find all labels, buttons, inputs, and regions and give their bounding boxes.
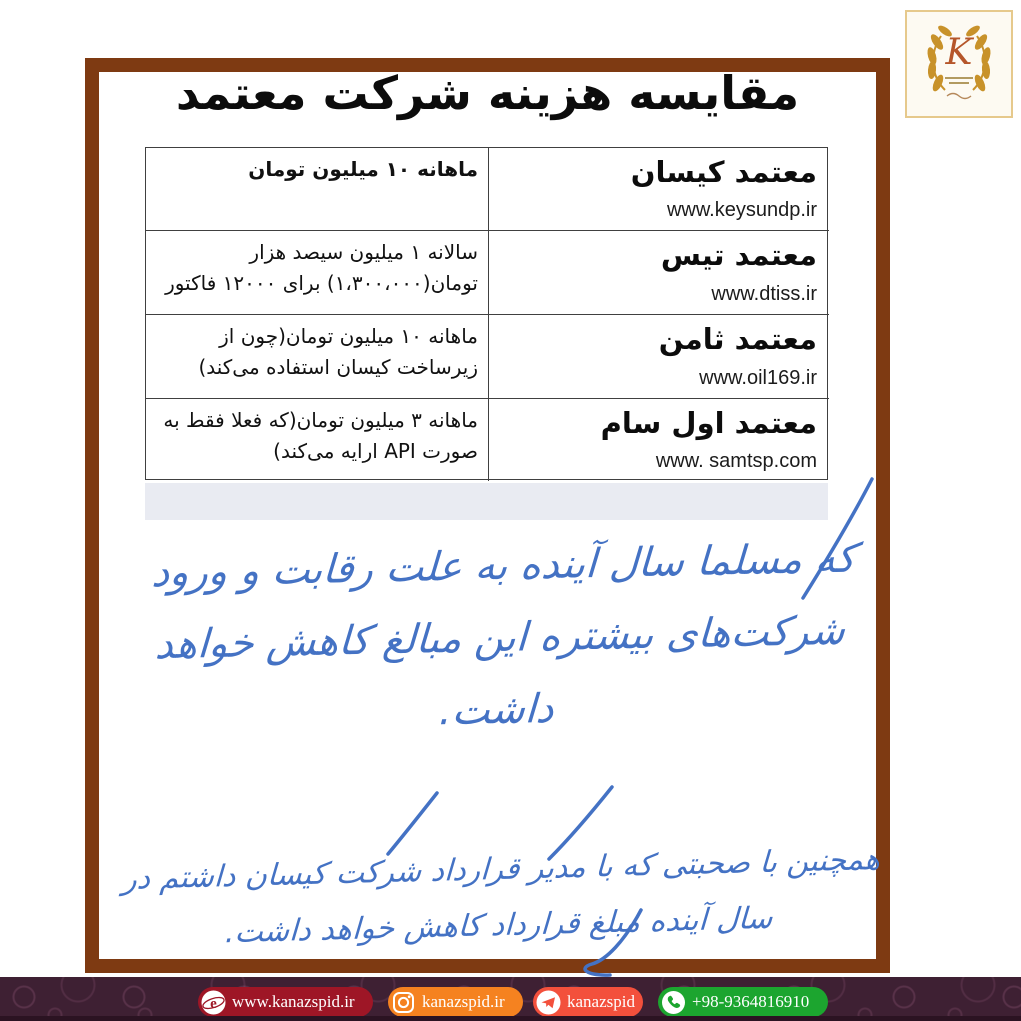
laurel-wreath-icon <box>907 12 1011 116</box>
cost-cell: ماهانه ۱۰ میلیون تومان <box>146 148 488 231</box>
phone-badge[interactable] <box>658 987 828 1017</box>
table-footer-band <box>145 483 828 520</box>
page-title: مقایسه هزینه شرکت معتمد <box>175 66 800 120</box>
handwritten-note-2 <box>98 831 903 964</box>
svg-text:e: e <box>210 995 217 1012</box>
instagram-badge[interactable] <box>388 987 523 1017</box>
company-cell <box>488 148 829 231</box>
telegram-badge[interactable] <box>533 987 643 1017</box>
handwritten-line: که مسلما سال آینده به علت رقابت و ورود <box>150 535 857 597</box>
company-name: معتمد اول سام <box>600 406 817 440</box>
company-name: معتمد ثامن <box>658 322 817 356</box>
company-cell <box>488 231 829 315</box>
website-icon <box>201 990 226 1015</box>
company-url[interactable]: www.keysundp.ir <box>666 199 817 221</box>
handwritten-line: شرکت‌های بیشتره این مبالغ کاهش خواهد <box>154 607 846 669</box>
phone-label: +98-9364816910 <box>692 992 810 1011</box>
handwritten-note-1 <box>100 522 900 755</box>
company-url[interactable]: www.dtiss.ir <box>711 283 817 305</box>
handwritten-line: همچنین با صحبتی که با مدیر قرارداد شرکت کیسان داشتم در <box>121 842 881 897</box>
telegram-icon <box>536 990 561 1015</box>
instagram-icon <box>391 990 416 1015</box>
telegram-label: kanazspid <box>567 992 635 1011</box>
footer-bottom-strip <box>0 1016 1021 1021</box>
website-badge[interactable] <box>198 987 373 1017</box>
phone-icon <box>661 990 686 1015</box>
logo-monogram: K <box>945 32 973 73</box>
cost-cell: ماهانه ۳ میلیون تومان(که فعلا فقط به صورت API ارایه می‌کند) <box>163 408 478 463</box>
instagram-label: kanazspid.ir <box>422 992 505 1011</box>
handwritten-line: سال آینده مبلغ قرارداد کاهش خواهد داشت. <box>224 900 774 951</box>
company-name: معتمد تیس <box>660 238 817 272</box>
company-name: معتمد کیسان <box>630 155 817 189</box>
comparison-table <box>145 147 828 480</box>
company-cell <box>488 315 829 399</box>
kanazspid-logo <box>905 10 1013 118</box>
cost-cell: ماهانه ۱۰ میلیون تومان(چون از زیرساخت کیسان استفاده می‌کند) <box>146 315 488 399</box>
company-cell <box>488 399 829 481</box>
cost-cell: سالانه ۱ میلیون سیصد هزار تومان(۱،۳۰۰،۰۰۰) برای ۱۲۰۰۰ فاکتور <box>146 231 488 315</box>
handwritten-line: داشت. <box>438 685 555 735</box>
company-url[interactable]: www. samtsp.com <box>655 450 817 472</box>
website-label: www.kanazspid.ir <box>232 992 355 1011</box>
footer-bar <box>0 977 1021 1021</box>
logo-caption-squiggle <box>945 78 973 99</box>
company-url[interactable]: www.oil169.ir <box>699 367 817 389</box>
